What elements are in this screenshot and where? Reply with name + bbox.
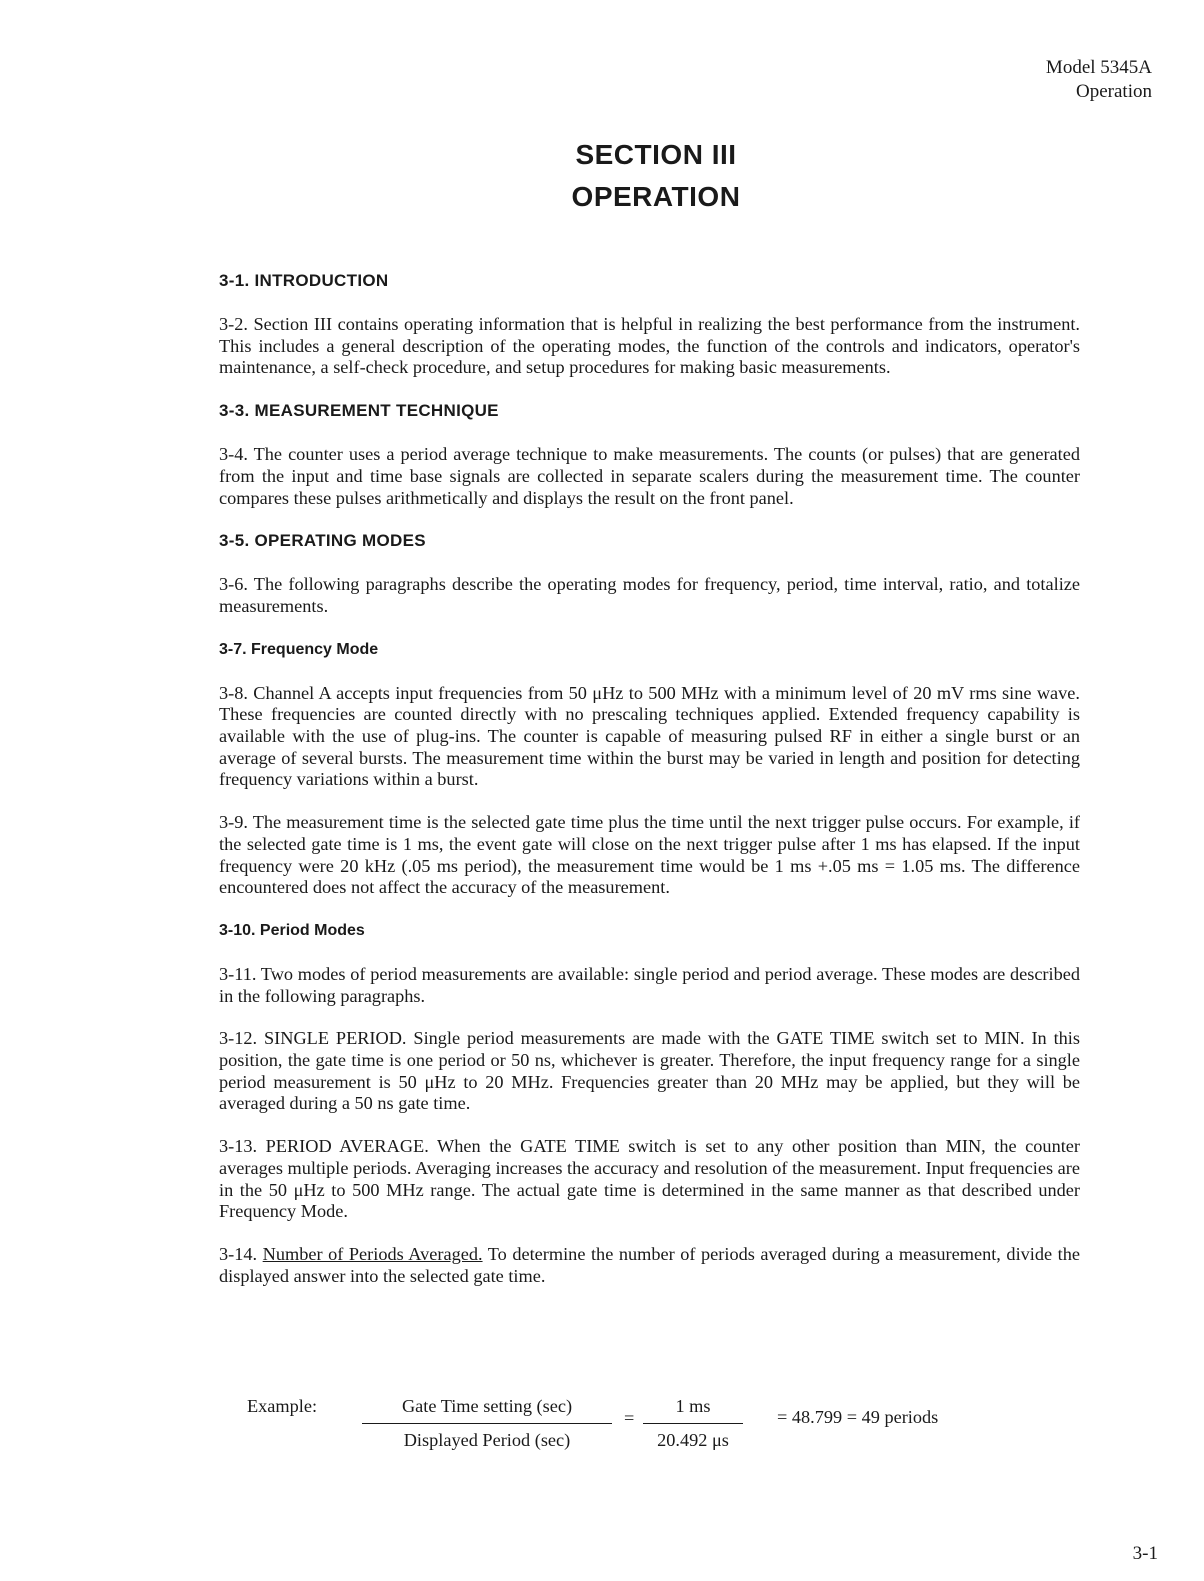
fraction-gate-time <box>362 1396 612 1451</box>
paragraph-3-13: 3-13. PERIOD AVERAGE. When the GATE TIME switch is set to any other position than MIN, the counter averages multiple periods. Averaging increases the accuracy and resolution of the measurement. Input frequencies are in the 50 μHz to 500 MHz range. The actual gate time is determined in the same manner as that described under Frequency Mode. <box>219 1136 1080 1222</box>
paragraph-3-14-body: To determine the number of periods averaged during a measurement, divide the displayed answer into the selected gate time. <box>219 1243 1081 1286</box>
section-heading: OPERATION <box>571 181 741 212</box>
example-equation <box>247 1396 1007 1456</box>
paragraph-3-14-number: 3-14. <box>219 1243 258 1264</box>
running-header <box>1046 56 1152 104</box>
heading-period-modes: 3-10. Period Modes <box>219 921 365 939</box>
section-name-label: Operation <box>1076 81 1152 102</box>
paragraph-3-14-title: Number of Periods Averaged. <box>262 1243 483 1264</box>
paragraph-3-9: 3-9. The measurement time is the selected gate time plus the time until the next trigger pulse occurs. For example, if the selected gate time is 1 ms, the event gate will close on the next trigger pulse after 1 ms has elapsed. If the input frequency were 20 kHz (.05 ms period), the measurement time would be 1 ms +.05 ms = 1.05 ms. The difference encountered does not affect the accuracy of the measurement. <box>219 812 1080 898</box>
example-label: Example: <box>247 1396 318 1416</box>
paragraph-3-11: 3-11. Two modes of period measurements are available: single period and period average. These modes are described in the following paragraphs. <box>219 963 1080 1006</box>
section-number: SECTION III <box>575 139 737 170</box>
paragraph-3-14 <box>219 1244 1080 1287</box>
heading-frequency-mode: 3-7. Frequency Mode <box>219 640 379 658</box>
heading-introduction: 3-1. INTRODUCTION <box>219 271 389 290</box>
model-label: Model 5345A <box>1045 57 1152 78</box>
paragraph-3-6: 3-6. The following paragraphs describe the operating modes for frequency, period, time interval, ratio, and totalize measurements. <box>219 574 1080 616</box>
section-title <box>0 134 1204 218</box>
fraction-value-denominator: 20.492 μs <box>657 1430 729 1450</box>
page-number: 3-1 <box>1132 1543 1158 1564</box>
fraction-values <box>643 1396 743 1451</box>
paragraph-3-4: 3-4. The counter uses a period average technique to make measurements. The counts (or pulses) that are generated from the input and time base signals are collected in separate scalers during the measurement time. The counter compares these pulses arithmetically and displays the result on the front panel. <box>219 444 1080 508</box>
fraction-denominator: Displayed Period (sec) <box>403 1430 571 1450</box>
heading-operating-modes: 3-5. OPERATING MODES <box>219 531 426 551</box>
body-content <box>219 270 1080 1287</box>
paragraph-3-8: 3-8. Channel A accepts input frequencies from 50 μHz to 500 MHz with a minimum level of 20 mV rms sine wave. These frequencies are counted directly with no prescaling techniques applied. Extended frequency capability is available with the use of plug-ins. The counter is capable of measuring pulsed RF in either a single burst or an average of several bursts. The measurement time within the burst may be varied in length and position for detecting frequency variations within a burst. <box>219 682 1080 790</box>
fraction-value-numerator: 1 ms <box>643 1396 743 1424</box>
paragraph-3-2: 3-2. Section III contains operating information that is helpful in realizing the best performance from the instrument. This includes a general description of the operating modes, the function of the controls and indicators, operator's maintenance, a self-check procedure, and setup procedures for making basic measurements. <box>219 314 1080 378</box>
example-result: = 48.799 = 49 periods <box>777 1407 939 1427</box>
equals-sign: = <box>624 1408 635 1428</box>
fraction-numerator: Gate Time setting (sec) <box>362 1396 612 1424</box>
heading-measurement-technique: 3-3. MEASUREMENT TECHNIQUE <box>219 401 499 421</box>
paragraph-3-12: 3-12. SINGLE PERIOD. Single period measurements are made with the GATE TIME switch set to MIN. In this position, the gate time is one period or 50 ns, whichever is greater. Therefore, the input frequency range for a single period measurement is 50 μHz to 20 MHz. Frequencies greater than 20 MHz may be applied, but they will be averaged during a 50 ns gate time. <box>219 1028 1080 1114</box>
